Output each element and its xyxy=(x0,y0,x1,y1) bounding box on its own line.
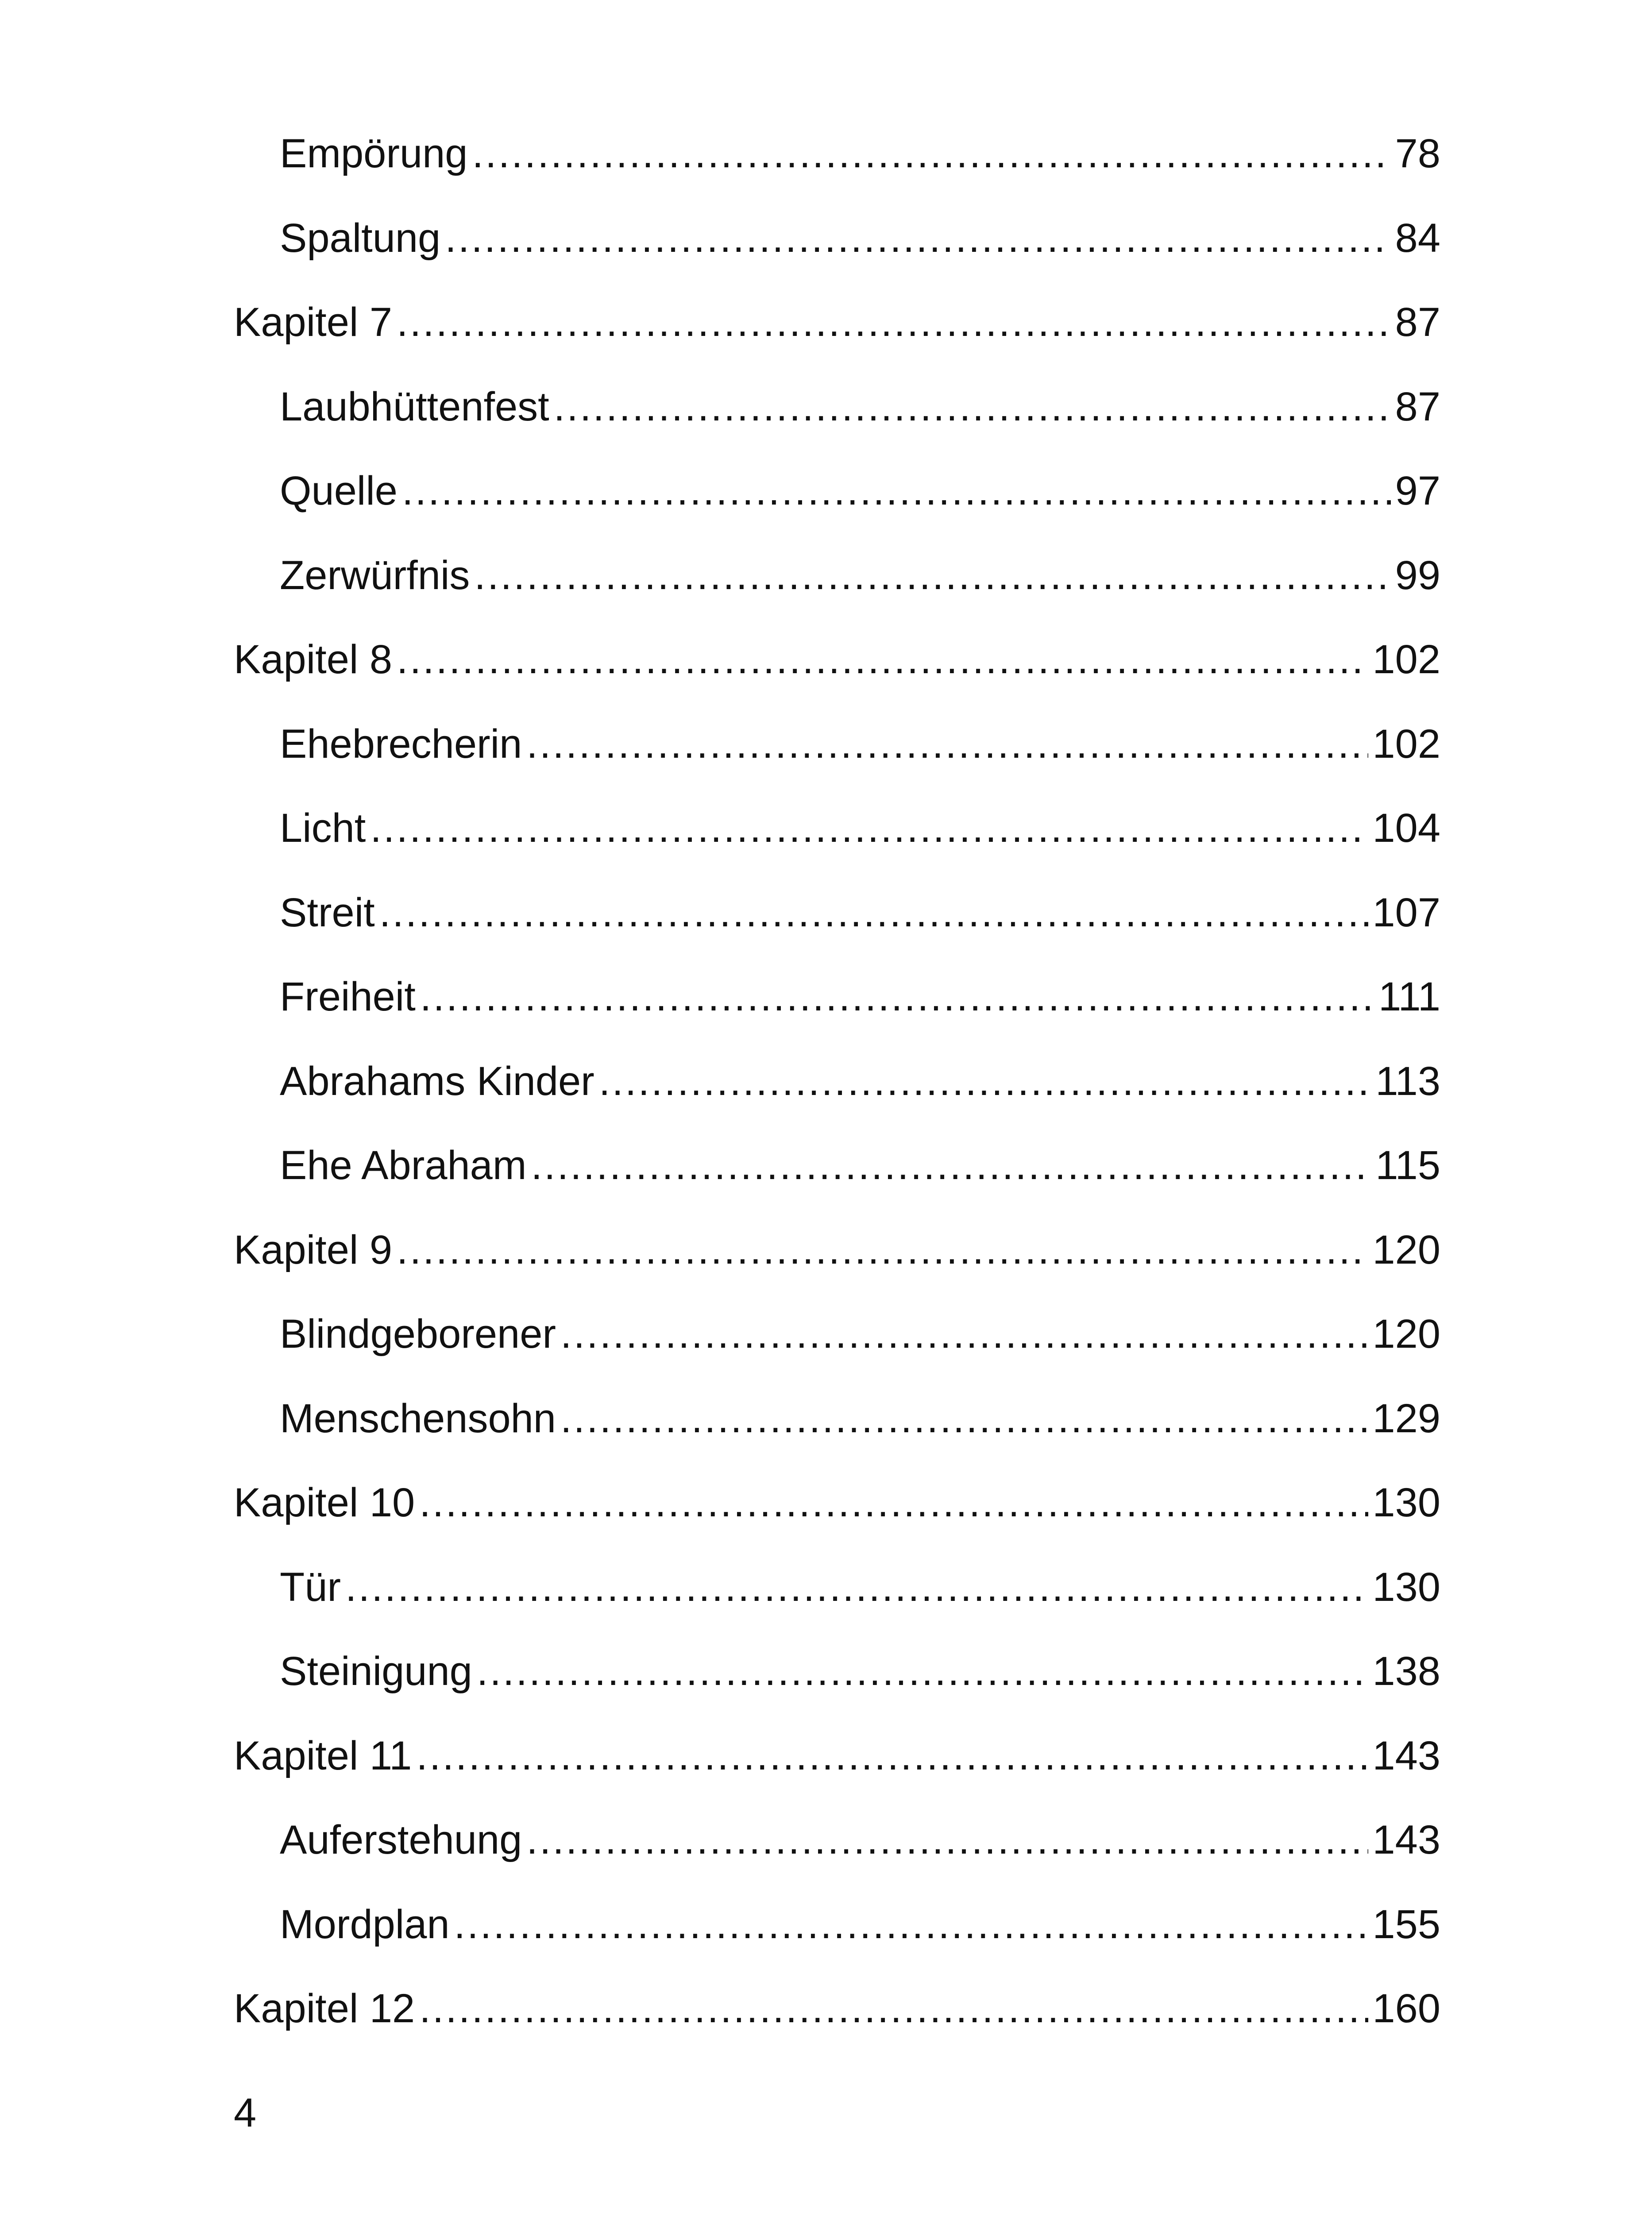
dot-leader xyxy=(370,808,1368,848)
dot-leader xyxy=(472,133,1390,174)
dot-leader xyxy=(397,639,1368,680)
toc-entry xyxy=(234,786,1440,871)
toc-chapter-entry xyxy=(234,1714,1440,1798)
toc-chapter-entry xyxy=(234,1966,1440,2051)
toc-entry-page: 120 xyxy=(1372,1227,1440,1272)
toc-entry-title: Kapitel 11 xyxy=(234,1733,412,1778)
toc-entry-page: 160 xyxy=(1372,1986,1440,2032)
toc-entry-page: 129 xyxy=(1372,1396,1440,1441)
dot-leader xyxy=(420,976,1374,1017)
toc-entry-title: Mordplan xyxy=(280,1901,450,1947)
toc-entry-title: Kapitel 8 xyxy=(234,637,393,682)
toc-entry xyxy=(234,196,1440,281)
toc-chapter-entry xyxy=(234,617,1440,702)
dot-leader xyxy=(402,470,1391,511)
dot-leader xyxy=(526,724,1368,764)
toc-entry-page: 120 xyxy=(1372,1311,1440,1357)
toc-entry-title: Laubhüttenfest xyxy=(280,384,549,429)
dot-leader xyxy=(419,1482,1368,1523)
toc-entry xyxy=(234,1798,1440,1882)
dot-leader xyxy=(397,302,1391,343)
dot-leader xyxy=(560,1398,1368,1439)
toc-entry-title: Spaltung xyxy=(280,215,441,261)
toc-chapter-entry xyxy=(234,1461,1440,1545)
toc-entry-page: 113 xyxy=(1375,1058,1440,1104)
toc-entry-page: 84 xyxy=(1395,215,1440,261)
toc-entry-title: Ehebrecherin xyxy=(280,721,522,767)
toc-entry-title: Zerwürfnis xyxy=(280,552,470,598)
dot-leader xyxy=(445,218,1390,258)
toc-entry-page: 143 xyxy=(1372,1817,1440,1863)
dot-leader xyxy=(419,1988,1368,2029)
dot-leader xyxy=(599,1061,1371,1102)
table-of-contents xyxy=(234,112,1440,2051)
toc-entry xyxy=(234,1123,1440,1208)
toc-entry-page: 143 xyxy=(1372,1733,1440,1778)
toc-entry xyxy=(234,1545,1440,1630)
toc-chapter-entry xyxy=(234,1208,1440,1292)
toc-entry xyxy=(234,702,1440,787)
toc-chapter-entry xyxy=(234,280,1440,365)
toc-entry-title: Kapitel 7 xyxy=(234,300,393,345)
dot-leader xyxy=(345,1567,1368,1608)
toc-entry-title: Steinigung xyxy=(280,1649,472,1694)
toc-entry-title: Streit xyxy=(280,890,375,935)
toc-entry-page: 87 xyxy=(1395,300,1440,345)
toc-entry-title: Quelle xyxy=(280,468,398,514)
dot-leader xyxy=(379,892,1368,933)
toc-entry-title: Blindgeborener xyxy=(280,1311,556,1357)
toc-entry-page: 115 xyxy=(1375,1143,1440,1188)
toc-entry xyxy=(234,1882,1440,1967)
toc-entry-title: Freiheit xyxy=(280,974,416,1020)
toc-entry-title: Licht xyxy=(280,806,366,851)
dot-leader xyxy=(531,1145,1371,1186)
toc-entry xyxy=(234,112,1440,196)
toc-entry xyxy=(234,955,1440,1039)
dot-leader xyxy=(477,1651,1368,1692)
toc-entry-page: 111 xyxy=(1378,974,1440,1020)
toc-entry-page: 97 xyxy=(1395,468,1440,514)
dot-leader xyxy=(397,1230,1368,1270)
toc-entry-title: Empörung xyxy=(280,131,468,177)
toc-entry-page: 107 xyxy=(1372,890,1440,935)
dot-leader xyxy=(454,1904,1368,1945)
toc-entry-title: Tür xyxy=(280,1564,341,1610)
toc-entry xyxy=(234,449,1440,533)
toc-entry-page: 138 xyxy=(1372,1649,1440,1694)
page-number: 4 xyxy=(234,2090,257,2136)
toc-entry-page: 130 xyxy=(1372,1564,1440,1610)
toc-entry-page: 78 xyxy=(1395,131,1440,177)
toc-entry-page: 102 xyxy=(1372,637,1440,682)
toc-entry-title: Menschensohn xyxy=(280,1396,556,1441)
toc-entry-title: Ehe Abraham xyxy=(280,1143,527,1188)
dot-leader xyxy=(474,555,1390,596)
dot-leader xyxy=(526,1820,1368,1860)
dot-leader xyxy=(416,1735,1368,1776)
toc-entry-title: Kapitel 12 xyxy=(234,1986,415,2032)
toc-entry-title: Kapitel 9 xyxy=(234,1227,393,1272)
toc-entry xyxy=(234,1292,1440,1376)
toc-entry-page: 130 xyxy=(1372,1480,1440,1526)
toc-entry-title: Kapitel 10 xyxy=(234,1480,415,1526)
toc-entry-title: Abrahams Kinder xyxy=(280,1058,594,1104)
toc-entry-title: Auferstehung xyxy=(280,1817,522,1863)
dot-leader xyxy=(554,386,1391,427)
toc-entry-page: 155 xyxy=(1372,1901,1440,1947)
toc-entry-page: 87 xyxy=(1395,384,1440,429)
toc-entry-page: 104 xyxy=(1372,806,1440,851)
toc-entry-page: 102 xyxy=(1372,721,1440,767)
dot-leader xyxy=(560,1314,1368,1354)
toc-entry xyxy=(234,533,1440,618)
toc-entry xyxy=(234,1376,1440,1461)
toc-entry xyxy=(234,871,1440,955)
toc-entry xyxy=(234,365,1440,449)
toc-entry xyxy=(234,1629,1440,1714)
toc-entry xyxy=(234,1039,1440,1124)
toc-entry-page: 99 xyxy=(1395,552,1440,598)
